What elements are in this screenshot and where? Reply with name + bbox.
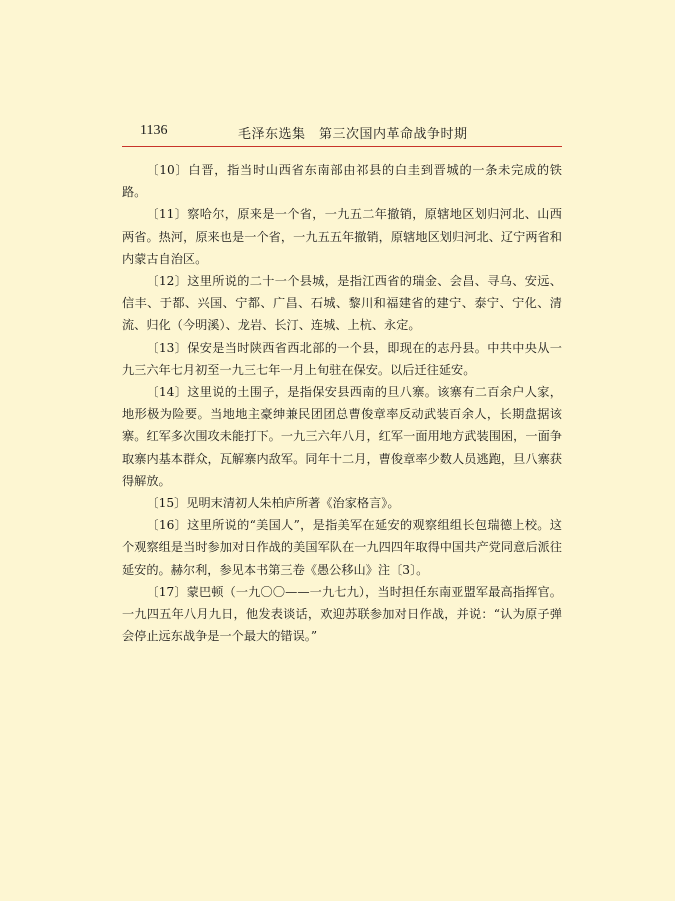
endnotes xyxy=(122,159,562,647)
note-10: 〔10〕白晋，指当时山西省东南部由祁县的白圭到晋城的一条未完成的铁路。 xyxy=(122,163,562,200)
running-title: 毛泽东选集 第三次国内革命战争时期 xyxy=(238,127,468,142)
note-15: 〔15〕见明末清初人朱柏庐所著《治家格言》。 xyxy=(146,496,400,511)
note-17: 〔17〕蒙巴顿（一九〇〇——一九七九），当时担任东南亚盟军最高指挥官。一九四五年八月九日，他发表谈话，欢迎苏联参加对日作战，并说：“认为原子弹会停止远东战争是一个最大的错误。” xyxy=(122,584,562,644)
note-12: 〔12〕这里所说的二十一个县城，是指江西省的瑞金、会昌、寻乌、安远、信丰、于都、兴国、宁都、广昌、石城、黎川和福建省的建宁、泰宁、宁化、清流、归化（今明溪）、龙岩、长汀、连城、上杭、永定。 xyxy=(122,274,562,333)
page-header xyxy=(122,118,562,142)
note-11: 〔11〕察哈尔，原来是一个省，一九五二年撤销，原辖地区划归河北、山西两省。热河，原来也是一个省，一九五五年撤销，原辖地区划归河北、辽宁两省和内蒙古自治区。 xyxy=(122,207,562,266)
note-16: 〔16〕这里所说的“美国人”，是指美军在延安的观察组组长包瑞德上校。这个观察组是当时参加对日作战的美国军队在一九四四年取得中国共产党同意后派往延安的。赫尔利，参见本书第三卷《愚公移山》注〔3〕。 xyxy=(122,518,562,577)
note-13: 〔13〕保安是当时陕西省西北部的一个县，即现在的志丹县。中共中央从一九三六年七月初至一九三七年一月上旬驻在保安。以后迁往延安。 xyxy=(122,340,562,377)
header-rule xyxy=(122,146,562,147)
note-14: 〔14〕这里说的土围子，是指保安县西南的旦八寨。该寨有二百余户人家，地形极为险要。当地地主豪绅兼民团团总曹俊章率反动武装百余人，长期盘据该寨。红军多次围攻未能打下。一九三六年八月，红军一面用地方武装围困，一面争取寨内基本群众，瓦解寨内敌军。同年十二月，曹俊章率少数人员逃跑，旦八寨获得解放。 xyxy=(122,385,562,488)
page-number: 1136 xyxy=(140,123,168,138)
